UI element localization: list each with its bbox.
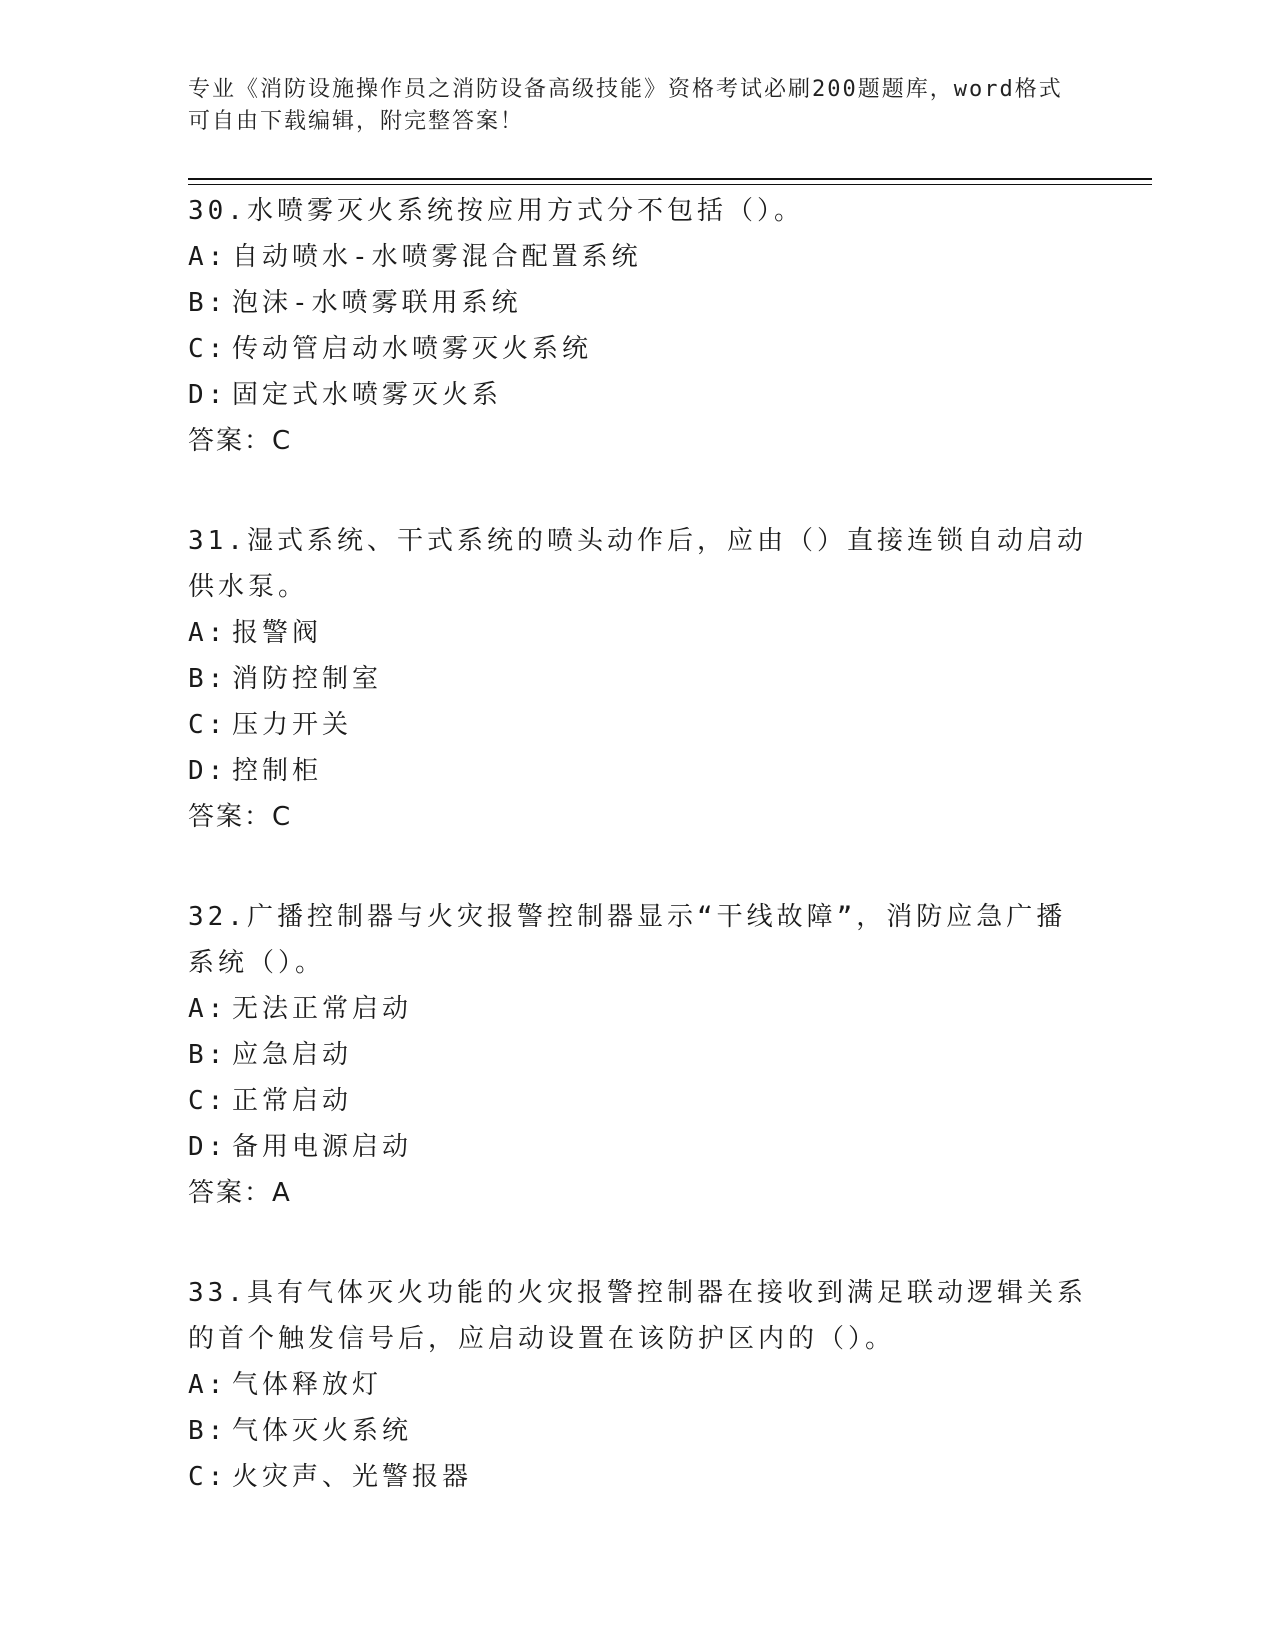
question-33 (188, 1270, 1088, 1500)
header-divider-thick (188, 178, 1152, 180)
option-d (188, 1124, 1088, 1170)
option-c (188, 1078, 1088, 1124)
option-key: C: (188, 1086, 228, 1116)
option-a (188, 986, 1088, 1032)
option-key: D: (188, 756, 228, 786)
option-b (188, 1032, 1088, 1078)
header-divider-thin (188, 184, 1152, 185)
option-text: 正常启动 (232, 1086, 353, 1116)
option-text: 应急启动 (232, 1040, 353, 1070)
option-c (188, 326, 1088, 372)
option-d (188, 372, 1088, 418)
option-key: A: (188, 994, 228, 1024)
option-text: 传动管启动水喷雾灭火系统 (232, 334, 593, 364)
question-stem: 32.广播控制器与火灾报警控制器显示“干线故障”，消防应急广播系统（）。 (188, 902, 1067, 978)
option-b (188, 656, 1088, 702)
option-key: B: (188, 664, 228, 694)
header-text: 专业《消防设施操作员之消防设备高级技能》资格考试必刷200题题库，word格式可自由下载编辑，附完整答案！ (188, 77, 1063, 134)
option-text: 固定式水喷雾灭火系 (232, 380, 503, 410)
answer-line: 答案：C (188, 426, 293, 456)
option-key: D: (188, 380, 228, 410)
option-a (188, 610, 1088, 656)
question-32 (188, 894, 1088, 1216)
question-list (188, 188, 1088, 1554)
option-text: 泡沫-水喷雾联用系统 (232, 288, 522, 318)
option-text: 无法正常启动 (232, 994, 413, 1024)
option-key: C: (188, 710, 228, 740)
option-key: A: (188, 618, 228, 648)
option-text: 气体灭火系统 (232, 1416, 413, 1446)
option-key: D: (188, 1132, 228, 1162)
option-b (188, 280, 1088, 326)
option-c (188, 1454, 1088, 1500)
option-a (188, 1362, 1088, 1408)
question-stem: 33.具有气体灭火功能的火灾报警控制器在接收到满足联动逻辑关系的首个触发信号后，应启动设置在该防护区内的（）。 (188, 1278, 1087, 1354)
option-text: 自动喷水-水喷雾混合配置系统 (232, 242, 642, 272)
question-stem: 30.水喷雾灭火系统按应用方式分不包括（）。 (188, 196, 804, 226)
question-stem: 31.湿式系统、干式系统的喷头动作后，应由（）直接连锁自动启动供水泵。 (188, 526, 1087, 602)
option-key: B: (188, 1416, 228, 1446)
option-text: 火灾声、光警报器 (232, 1462, 473, 1492)
option-key: C: (188, 334, 228, 364)
option-text: 备用电源启动 (232, 1132, 413, 1162)
option-d (188, 748, 1088, 794)
question-31 (188, 518, 1088, 840)
option-text: 压力开关 (232, 710, 353, 740)
document-header (188, 74, 1068, 138)
option-c (188, 702, 1088, 748)
option-key: C: (188, 1462, 228, 1492)
option-text: 消防控制室 (232, 664, 383, 694)
option-text: 报警阀 (232, 618, 323, 648)
option-key: B: (188, 1040, 228, 1070)
answer-line: 答案：A (188, 1178, 292, 1208)
option-text: 控制柜 (232, 756, 323, 786)
option-key: A: (188, 242, 228, 272)
option-text: 气体释放灯 (232, 1370, 383, 1400)
option-key: B: (188, 288, 228, 318)
option-b (188, 1408, 1088, 1454)
option-key: A: (188, 1370, 228, 1400)
answer-line: 答案：C (188, 802, 293, 832)
question-30 (188, 188, 1088, 464)
option-a (188, 234, 1088, 280)
